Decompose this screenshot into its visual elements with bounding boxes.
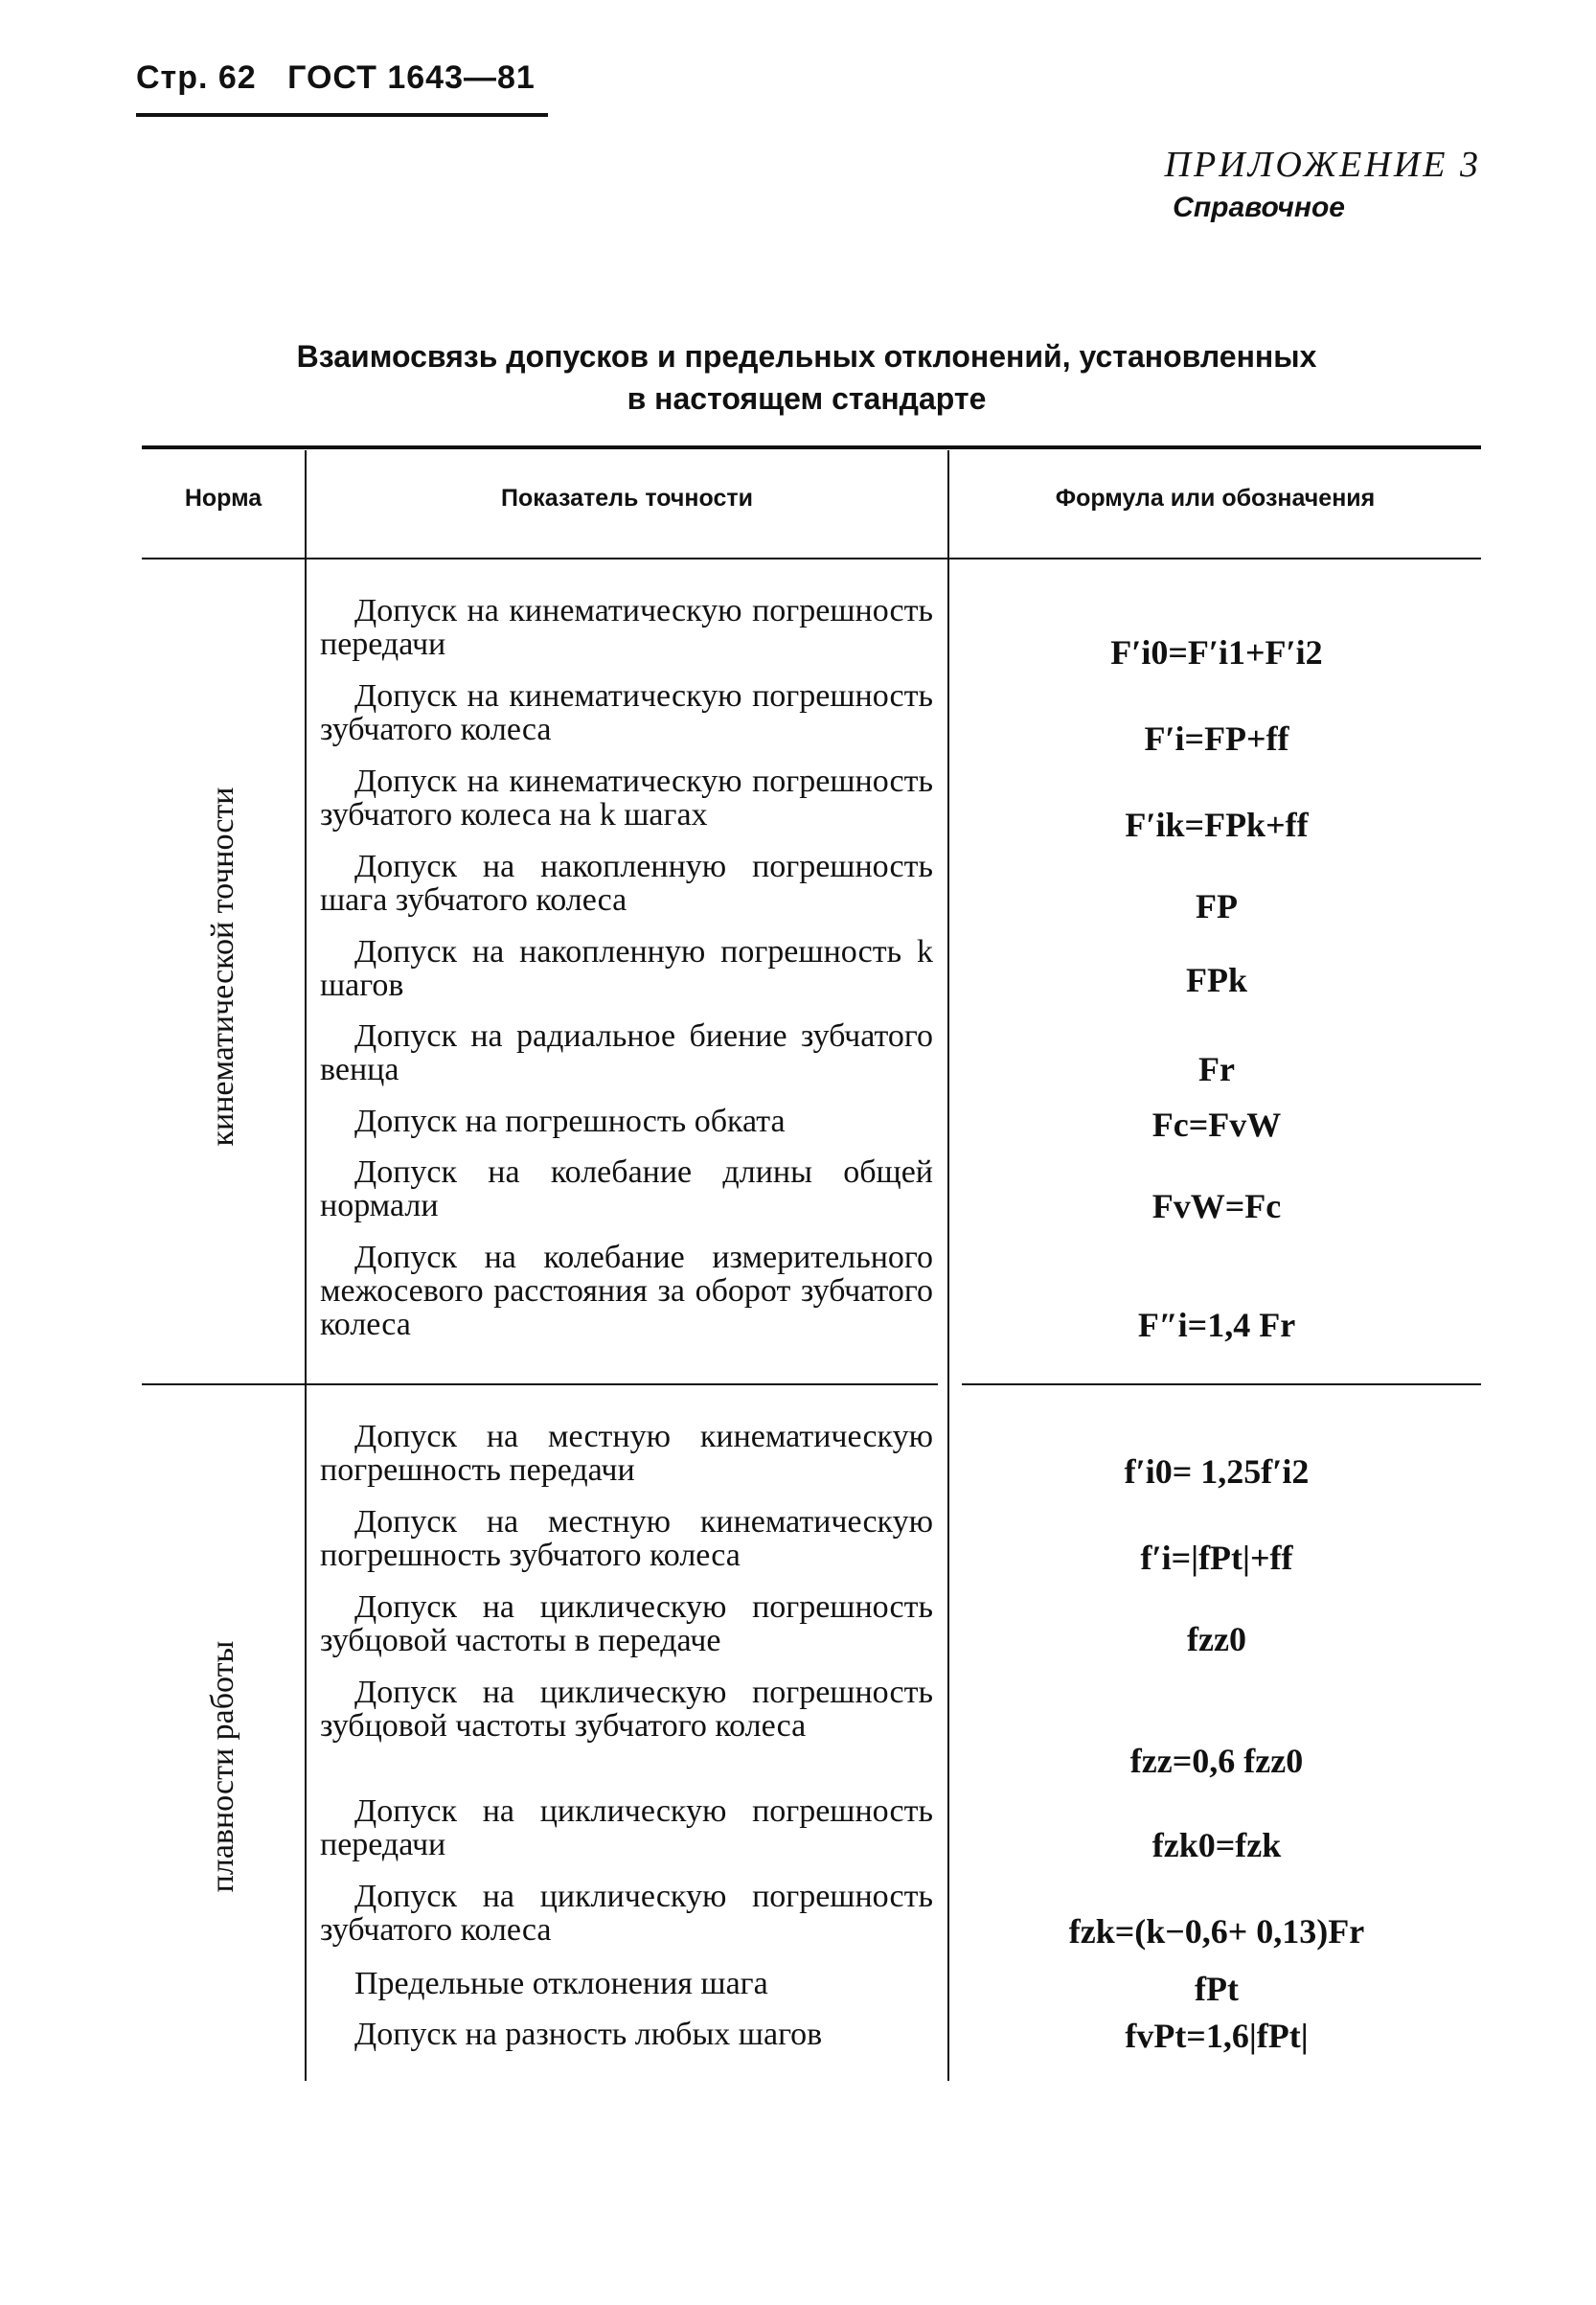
- table-row-formula: fvPt=1,6|fPt|: [1125, 2017, 1309, 2055]
- page-number: Стр. 62: [136, 59, 257, 96]
- table-row-formula: fzz=0,6 fzz0: [1129, 1742, 1304, 1780]
- document-title: [136, 335, 1477, 420]
- table-row-formula: FP: [1196, 887, 1238, 925]
- table-row-formula: FPk: [1185, 961, 1247, 999]
- table-row-formula: F″i=1,4 Fr: [1137, 1306, 1296, 1344]
- table-row-formula: F′i=FP+ff: [1144, 719, 1289, 758]
- table-row-formula: FvW=Fc: [1151, 1187, 1282, 1225]
- table-row-formula: Fr: [1198, 1050, 1235, 1088]
- table-row-formula: F′ik=FPk+ff: [1125, 806, 1309, 844]
- table-row-text: Допуск на местную кинематическую погрешность передачи: [320, 1419, 933, 1488]
- table-row-text: Допуск на циклическую погрешность зубцовой частоты в передаче: [320, 1589, 933, 1658]
- table-row-text: Допуск на колебание измерительного межосевого расстояния за оборот зубчатого колеса: [320, 1240, 933, 1342]
- table-row-formula: Fc=FvW: [1151, 1106, 1282, 1144]
- appendix-subtitle: Справочное: [1173, 192, 1345, 223]
- table-row-formula: fzk0=fzk: [1151, 1826, 1282, 1864]
- group-label-kinematic: кинематической точности: [205, 787, 240, 1147]
- document-title-line-1: Взаимосвязь допусков и предельных отклонений, установленных: [296, 339, 1317, 374]
- table-row-text: Допуск на накопленную погрешность k шагов: [320, 934, 933, 1003]
- table-row-text: Допуск на колебание длины общей нормали: [320, 1154, 933, 1223]
- table-row-formula: fzz0: [1187, 1620, 1246, 1658]
- document-title-line-2: в настоящем стандарте: [627, 381, 987, 416]
- table-row-text: Допуск на кинематическую погрешность передачи: [320, 593, 933, 662]
- table-row-text: Допуск на кинематическую погрешность зубчатого колеса: [320, 678, 933, 747]
- table-row-formula: f′i0= 1,25f′i2: [1124, 1452, 1310, 1491]
- page-header: [136, 59, 557, 97]
- table-row-text: Допуск на циклическую погрешность зубцовой частоты зубчатого колеса: [320, 1675, 933, 1744]
- table-row-text: Допуск на погрешность обката: [354, 1104, 786, 1139]
- table-row-text: Допуск на радиальное биение зубчатого венца: [320, 1018, 933, 1087]
- table-row-formula: fzk=(k−0,6+ 0,13)Fr: [1068, 1912, 1365, 1951]
- table-row-text: Допуск на циклическую погрешность передачи: [320, 1793, 933, 1862]
- header-formula: Формула или обозначения: [1055, 485, 1376, 512]
- table-header-rule: [142, 558, 1481, 559]
- table-row-formula: F′i0=F′i1+F′i2: [1110, 633, 1323, 672]
- table-row-text: Допуск на разность любых шагов: [354, 2017, 823, 2052]
- table-row-text: Допуск на кинематическую погрешность зубчатого колеса на k шагах: [320, 764, 933, 833]
- header-indicator: Показатель точности: [501, 485, 753, 512]
- table-row-formula: fPt: [1195, 1970, 1239, 2008]
- appendix-title: ПРИЛОЖЕНИЕ 3: [1164, 145, 1481, 185]
- table-col-divider-1: [305, 450, 307, 2081]
- table-row-text: Предельные отклонения шага: [354, 1966, 768, 2001]
- table-row-text: Допуск на накопленную погрешность шага зубчатого колеса: [320, 849, 933, 918]
- table-row-text: Допуск на циклическую погрешность зубчатого колеса: [320, 1879, 933, 1948]
- header-rule: [136, 113, 548, 117]
- header-norm: Норма: [184, 485, 262, 512]
- group-label-smoothness: плавности работы: [205, 1640, 240, 1893]
- table-row-formula: f′i=|fPt|+ff: [1140, 1539, 1293, 1577]
- table-row-text: Допуск на местную кинематическую погрешность зубчатого колеса: [320, 1504, 933, 1573]
- group-divider-right: [962, 1383, 1481, 1385]
- group-divider-left: [142, 1383, 938, 1385]
- standard-number: ГОСТ 1643—81: [287, 59, 536, 96]
- table-top-rule: [142, 445, 1481, 449]
